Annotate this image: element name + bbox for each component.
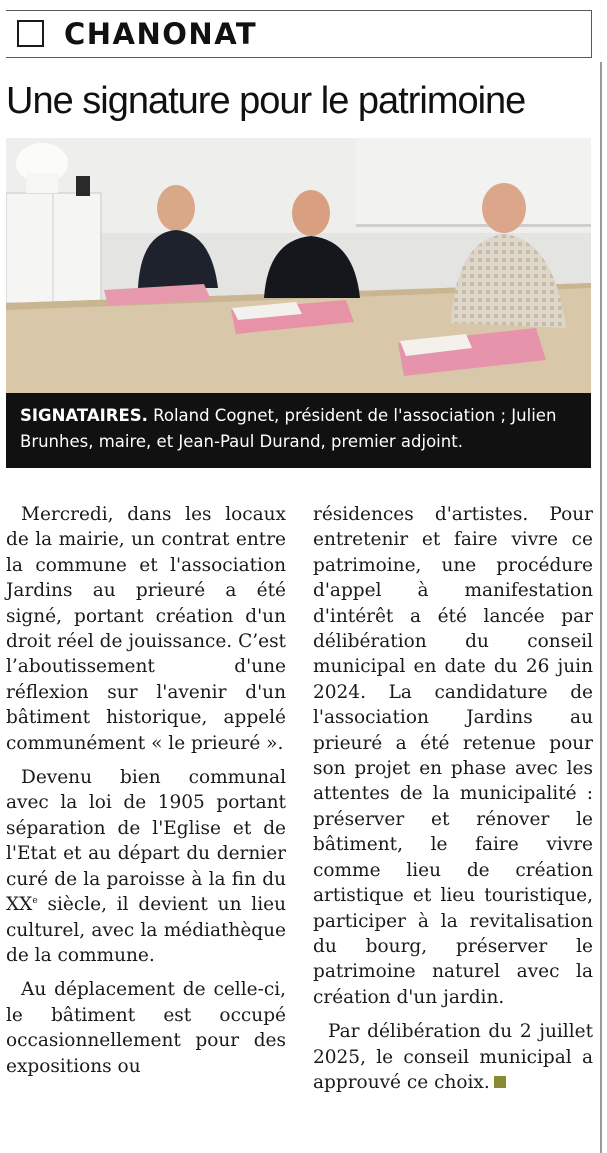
caption-text: Roland Cognet, président de l'association ; Julien Brunhes, maire, et Jean-Paul Durand, premier adjoint. xyxy=(20,406,557,451)
article-paragraph-1: Mercredi, dans les locaux de la mairie, un contrat entre la commune et l'association Jardins au prieuré a été signé, portant création d'un droit réel de jouissance. C’est l’aboutissement d'une réflexion sur l'avenir d'un bâtiment historique, appelé communément « le prieuré ». xyxy=(6,504,286,754)
article-paragraph-4 xyxy=(313,1019,593,1095)
caption-lead: SIGNATAIRES. xyxy=(20,406,148,425)
kicker-label: CHANONAT xyxy=(64,17,258,51)
paragraph-3-part-1: Au déplacement de celle-ci, le bâtiment est occupé occasionnellement pour des expositions ou xyxy=(6,979,286,1077)
article-column-1 xyxy=(6,502,286,1088)
headline: Une signature pour le patrimoine xyxy=(6,80,526,122)
paragraph-3-part-2: résidences d'artistes. Pour entretenir et faire vivre ce patrimoine, une procédure d'appel à manifestation d'intérêt a été lancée par délibération du conseil municipal en date du 26 juin 2024. La candidature de l'association Jardins au prieuré a été retenue pour son projet en phase avec les attentes de la municipalité : préserver et rénover le bâtiment, le faire vivre comme lieu de création artistique et lieu touristique, participer à la revitalisation du bourg, préserver le patrimoine naturel avec la création d'un jardin. xyxy=(313,504,593,1008)
article-photo xyxy=(6,138,591,393)
article-column-2 xyxy=(313,502,593,1104)
checkbox-square-icon xyxy=(17,20,44,47)
column-rule xyxy=(600,62,602,1153)
end-of-article-square-icon xyxy=(494,1076,506,1088)
article-paragraph-3 xyxy=(6,977,286,1079)
article-paragraph-3-continued xyxy=(313,502,593,1010)
photo-signing-ceremony xyxy=(6,138,591,393)
section-kicker xyxy=(6,10,592,58)
paragraph-2-text-end: siècle, il devient un lieu culturel, avec la médiathèque de la commune. xyxy=(6,894,286,966)
century-superscript: e xyxy=(32,895,38,906)
paragraph-2-text: Devenu bien communal avec la loi de 1905 portant séparation de l'Eglise et de l'Etat et au départ du dernier curé de la paroisse à la fin du XX xyxy=(6,767,286,916)
paragraph-4-text: Par délibération du 2 juillet 2025, le conseil municipal a approuvé ce choix. xyxy=(313,1021,593,1093)
photo-caption xyxy=(6,393,591,468)
article-paragraph-2 xyxy=(6,765,286,968)
